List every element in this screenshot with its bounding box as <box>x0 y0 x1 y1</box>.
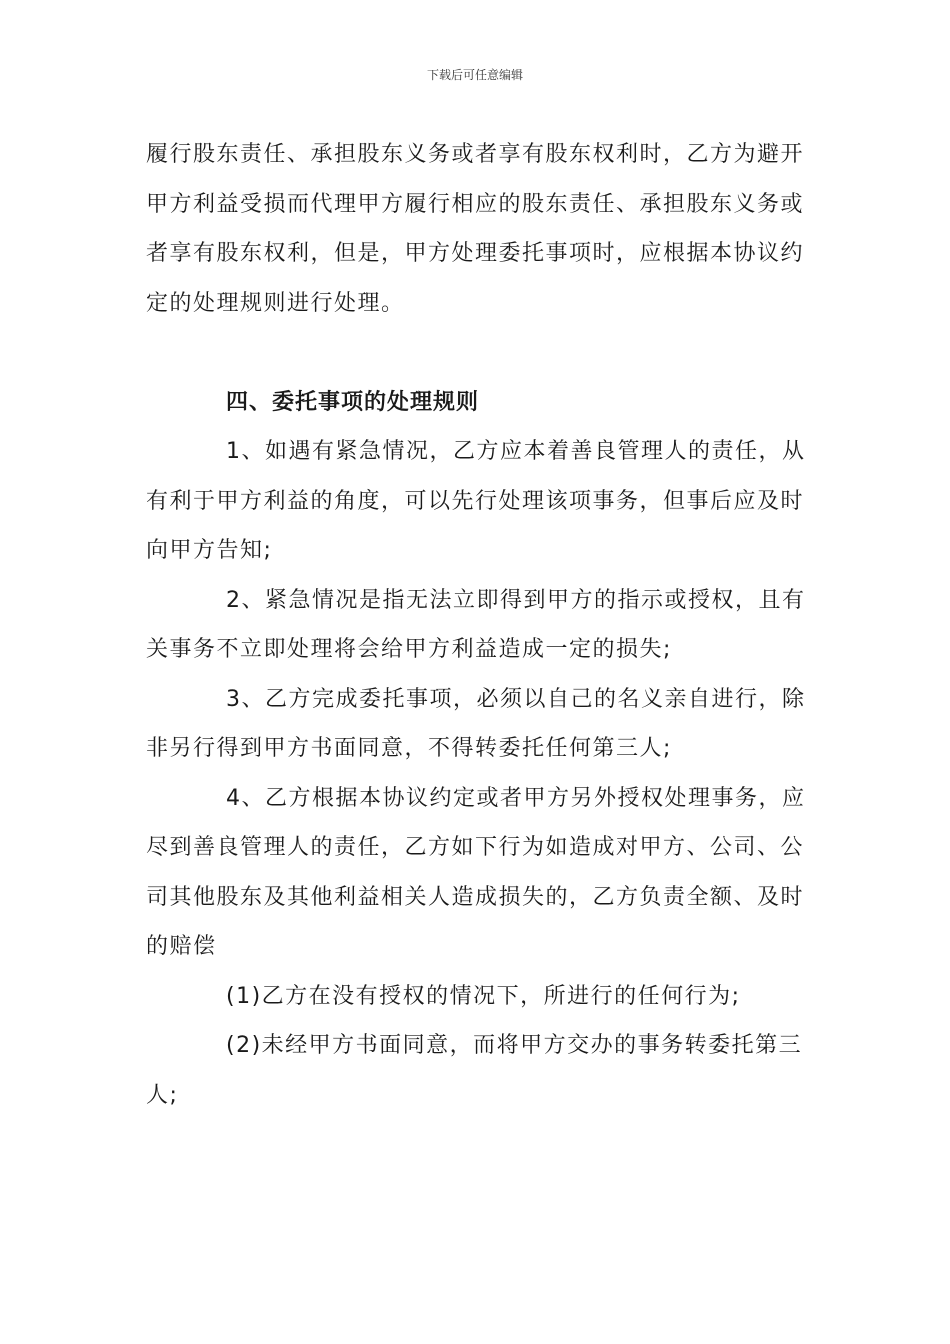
sub-clause-1: (1)乙方在没有授权的情况下，所进行的任何行为; <box>226 983 741 1009</box>
section-heading: 四、委托事项的处理规则 <box>226 389 480 415</box>
clause-item-2: 2、紧急情况是指无法立即得到甲方的指示或授权，且有关事务不立即处理将会给甲方利益造成一定的损失; <box>146 587 806 662</box>
sub-clause-2: (2)未经甲方书面同意，而将甲方交办的事务转委托第三人; <box>146 1033 803 1108</box>
clause-item-3: 3、乙方完成委托事项，必须以自己的名义亲自进行，除非另行得到甲方书面同意，不得转委托任何第三人; <box>146 686 806 761</box>
intro-paragraph: 履行股东责任、承担股东义务或者享有股东权利时，乙方为避开甲方利益受损而代理甲方履行相应的股东责任、承担股东义务或者享有股东权利，但是，甲方处理委托事项时，应根据本协议约定的处理规则进行处理。 <box>146 142 805 316</box>
document-body <box>146 130 816 1120</box>
clause-item-1: 1、如遇有紧急情况，乙方应本着善良管理人的责任，从有利于甲方利益的角度，可以先行处理该项事务，但事后应及时向甲方告知; <box>146 439 806 563</box>
page-header-note: 下载后可任意编辑 <box>426 68 523 82</box>
clause-item-4: 4、乙方根据本协议约定或者甲方另外授权处理事务，应尽到善良管理人的责任，乙方如下行为如造成对甲方、公司、公司其他股东及其他利益相关人造成损失的，乙方负责全额、及时的赔偿 <box>146 785 806 959</box>
paragraph-spacer <box>146 328 816 378</box>
